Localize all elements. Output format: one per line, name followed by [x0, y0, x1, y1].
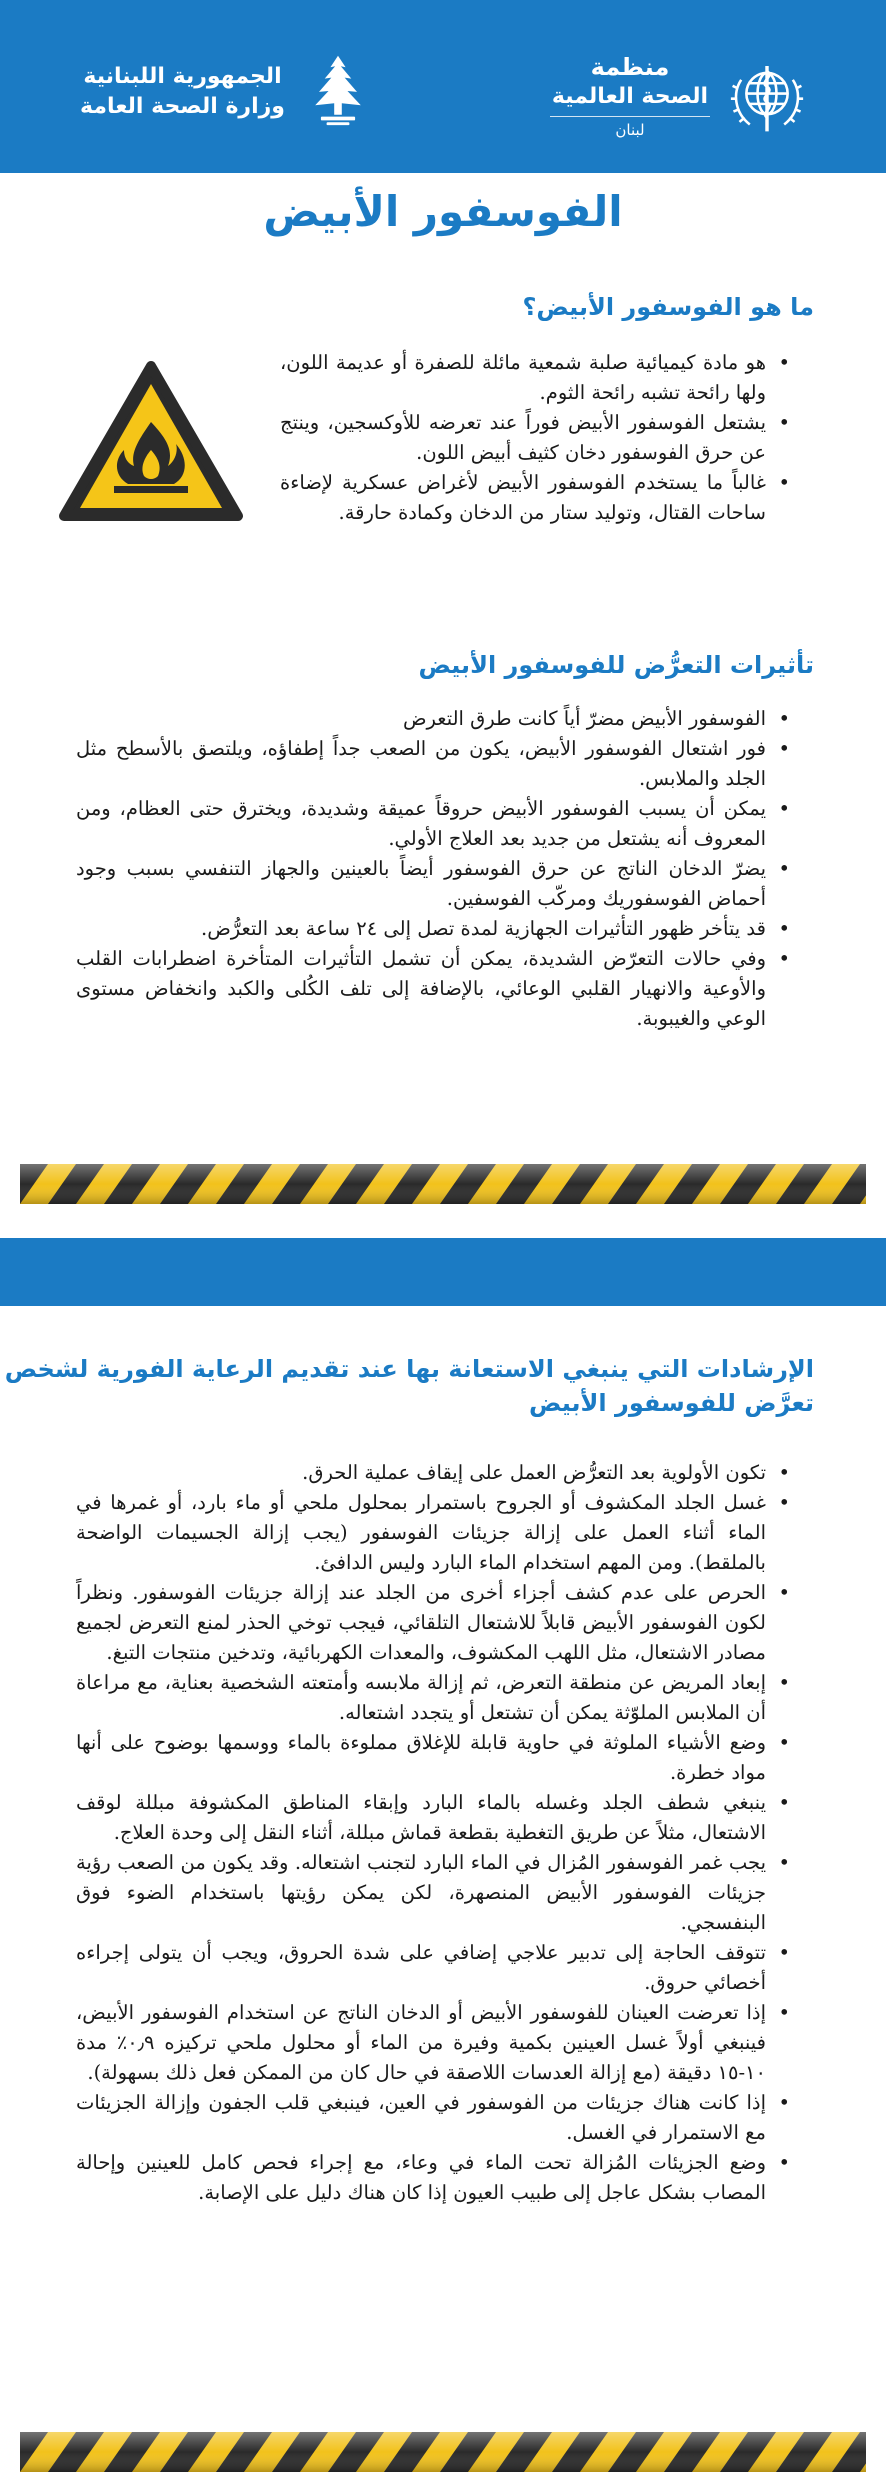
cedar-emblem-icon [300, 52, 376, 128]
list-item: • يشتعل الفوسفور الأبيض فوراً عند تعرضه للأوكسجين، وينتج عن حرق الفوسفور دخان كثيف أبيض اللون. [280, 408, 766, 468]
who-logo [550, 48, 810, 158]
flammable-warning-icon [56, 358, 246, 528]
list-item: • وفي حالات التعرّض الشديدة، يمكن أن تشمل التأثيرات المتأخرة اضطرابات القلب والأوعية والانهيار القلبي الوعائي، بالإضافة إلى تلف الكُلى والكبد وانخفاض مستوى الوعي والغيبوبة. [76, 944, 766, 1034]
guidance-heading-line1: الإرشادات التي ينبغي الاستعانة بها عند تقديم الرعاية الفورية لشخص [4, 1355, 814, 1383]
blue-band-divider [0, 1238, 886, 1306]
list-item: • يجب غمر الفوسفور المُزال في الماء البارد لتجنب اشتعاله. وقد يكون من الصعب رؤية جزيئات الفوسفور الأبيض المنصهرة، لكن يمكن رؤيتها باستخدام الضوء فوق البنفسجي. [76, 1848, 766, 1938]
moph-name-line1: الجمهورية اللبنانية [83, 64, 282, 89]
page-header [0, 0, 886, 173]
list-item: • الفوسفور الأبيض مضرّ أياً كانت طرق التعرض [76, 704, 766, 734]
list-item: • هو مادة كيميائية صلبة شمعية مائلة للصفرة أو عديمة اللون، ولها رائحة تشبه رائحة الثوم. [280, 348, 766, 408]
moph-logo [70, 52, 390, 142]
list-item: • تكون الأولوية بعد التعرُّض العمل على إيقاف عملية الحرق. [76, 1458, 766, 1488]
list-item: • فور اشتعال الفوسفور الأبيض، يكون من الصعب جداً إطفاؤه، ويلتصق بالأسطح مثل الجلد والملابس. [76, 734, 766, 794]
list-item: • غالباً ما يستخدم الفوسفور الأبيض لأغراض عسكرية لإضاءة ساحات القتال، وتوليد ستار من الدخان وكمادة حارقة. [280, 468, 766, 528]
list-item: • الحرص على عدم كشف أجزاء أخرى من الجلد عند إزالة جزيئات الفوسفور. ونظراً لكون الفوسفور الأبيض قابلاً للاشتعال التلقائي، فيجب توخي الحذر لمنع التعرض لجميع مصادر الاشتعال، مثل اللهب المكشوف، والمعدات الكهربائية، وتدخين منتجات التبغ. [76, 1578, 766, 1668]
section-heading-what-is: ما هو الفوسفور الأبيض؟ [522, 293, 814, 321]
moph-name-line2: وزارة الصحة العامة [80, 94, 285, 119]
page-title: الفوسفور الأبيض [263, 187, 623, 236]
hazard-stripe-footer [20, 2432, 866, 2472]
moph-name [70, 62, 295, 122]
hazard-stripe-divider [20, 1164, 866, 1204]
who-name-line2: الصحة العالمية [551, 84, 709, 109]
who-name-line1: منظمة [590, 53, 670, 81]
list-item: • إذا تعرضت العينان للفوسفور الأبيض أو الدخان الناتج عن استخدام الفوسفور الأبيض، فينبغي أولاً غسل العينين بكمية وفيرة من الماء أو محلول ملحي تركيزه ٠٫٩٪ مدة ١٠-١٥ دقيقة (مع إزالة العدسات اللاصقة في حال كان من الممكن فعل ذلك بسهولة). [76, 1998, 766, 2088]
list-item: • إذا كانت هناك جزيئات من الفوسفور في العين، فينبغي قلب الجفون وإزالة الجزيئات مع الاستمرار في الغسل. [76, 2088, 766, 2148]
list-item: • يمكن أن يسبب الفوسفور الأبيض حروقاً عميقة وشديدة، ويخترق حتى العظام، ومن المعروف أنه يشتعل من جديد بعد العلاج الأولي. [76, 794, 766, 854]
guidance-list [76, 1458, 790, 2208]
list-item: • تتوقف الحاجة إلى تدبير علاجي إضافي على شدة الحروق، ويجب أن يتولى إجراءه أخصائي حروق. [76, 1938, 766, 1998]
list-item: • يضرّ الدخان الناتج عن حرق الفوسفور أيضاً بالعينين والجهاز التنفسي بسبب وجود أحماض الفوسفوريك ومركّب الفوسفين. [76, 854, 766, 914]
who-name [550, 52, 710, 141]
what-is-list [280, 348, 790, 528]
section-heading-effects: تأثيرات التعرُّض للفوسفور الأبيض [418, 651, 814, 679]
guidance-heading-line2: تعرَّض للفوسفور الأبيض [529, 1389, 814, 1417]
who-divider [550, 116, 710, 117]
section-heading-guidance [5, 1352, 814, 1420]
list-item: • إبعاد المريض عن منطقة التعرض، ثم إزالة ملابسه وأمتعته الشخصية بعناية، مع مراعاة أن الملابس الملوّثة يمكن أن تشتعل أو يتجدد اشتعاله. [76, 1668, 766, 1728]
list-item: • قد يتأخر ظهور التأثيرات الجهازية لمدة تصل إلى ٢٤ ساعة بعد التعرُّض. [76, 914, 766, 944]
who-emblem-icon [724, 54, 810, 140]
list-item: • وضع الجزيئات المُزالة تحت الماء في وعاء، مع إجراء فحص كامل للعينين وإحالة المصاب بشكل عاجل إلى طبيب العيون إذا كان هناك دليل على الإصابة. [76, 2148, 766, 2208]
who-country: لبنان [615, 121, 645, 139]
list-item: • ينبغي شطف الجلد وغسله بالماء البارد وإبقاء المناطق المكشوفة مبللة لوقف الاشتعال، مثلاً عن طريق التغطية بقطعة قماش مبللة، أثناء النقل إلى وحدة العلاج. [76, 1788, 766, 1848]
list-item: • وضع الأشياء الملوثة في حاوية قابلة للإغلاق مملوءة بالماء ووسمها بوضوح على أنها مواد خطرة. [76, 1728, 766, 1788]
effects-list [76, 704, 790, 1034]
list-item: • غسل الجلد المكشوف أو الجروح باستمرار بمحلول ملحي أو ماء بارد، أو غمرها في الماء أثناء العمل على إزالة جزيئات الفوسفور (يجب إزالة الجسيمات الواضحة بالملقط). ومن المهم استخدام الماء البارد وليس الدافئ. [76, 1488, 766, 1578]
